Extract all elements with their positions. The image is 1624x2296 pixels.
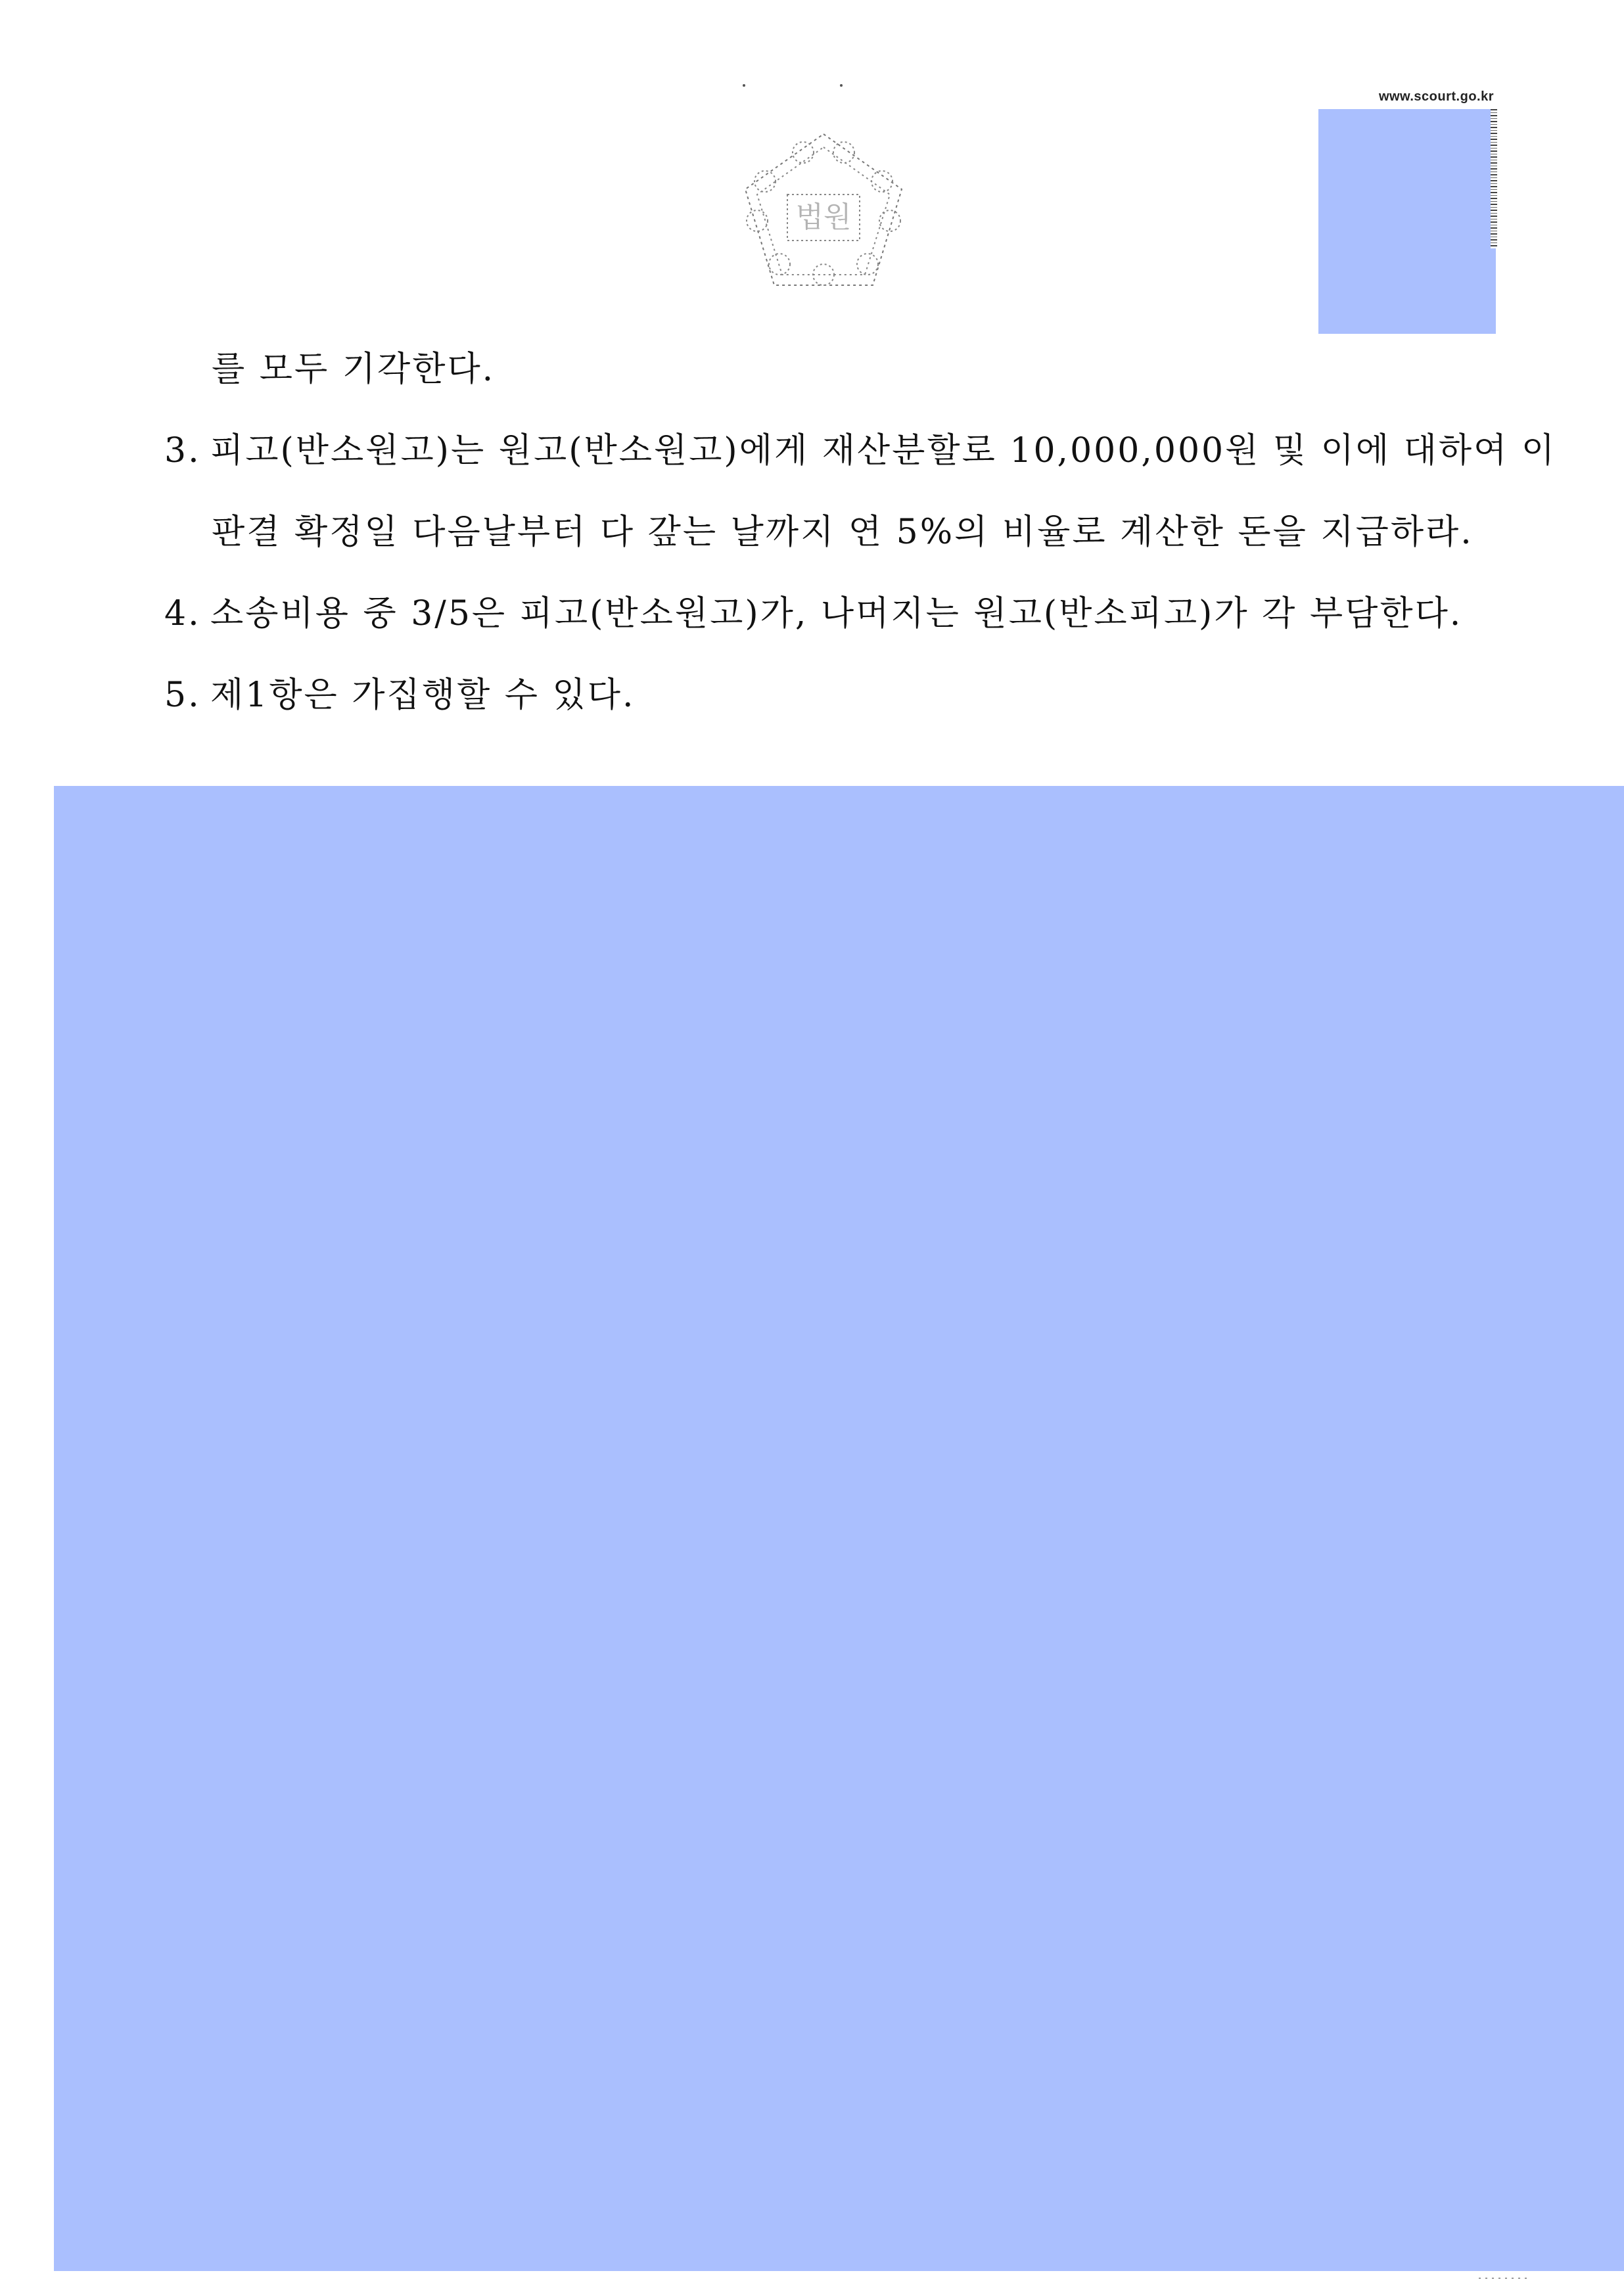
seal-text: 법원 <box>795 200 852 234</box>
item-number: 3. <box>164 431 201 471</box>
numbered-item-3 <box>164 430 1556 472</box>
scan-mark <box>743 84 745 87</box>
redaction-block-main <box>54 786 1624 2271</box>
item-number: 5. <box>164 676 201 715</box>
source-url[interactable]: www.scourt.go.kr <box>1378 89 1494 104</box>
item-text: 소송비용 중 3/5은 피고(반소원고)가, 나머지는 원고(반소피고)가 각 부담한다. <box>210 594 1463 633</box>
court-seal-icon <box>737 129 910 293</box>
footer-mark <box>1479 2278 1531 2279</box>
item-text: 제1항은 가집행할 수 있다. <box>210 676 636 715</box>
item-number: 4. <box>164 594 201 633</box>
line-text: 판결 확정일 다음날부터 다 갚는 날까지 연 5%의 비율로 계산한 돈을 지급하라. <box>212 513 1473 552</box>
numbered-item-5 <box>164 674 636 716</box>
item-text: 피고(반소원고)는 원고(반소원고)에게 재산분할로 10,000,000원 및 이에 대하여 이 <box>210 431 1557 471</box>
text-line <box>212 348 495 390</box>
numbered-item-4 <box>164 593 1462 635</box>
scan-mark <box>840 84 843 87</box>
barcode-icon <box>1491 109 1497 248</box>
line-text: 를 모두 기각한다. <box>212 350 496 389</box>
text-line <box>212 511 1473 553</box>
redaction-block-top <box>1318 109 1496 334</box>
